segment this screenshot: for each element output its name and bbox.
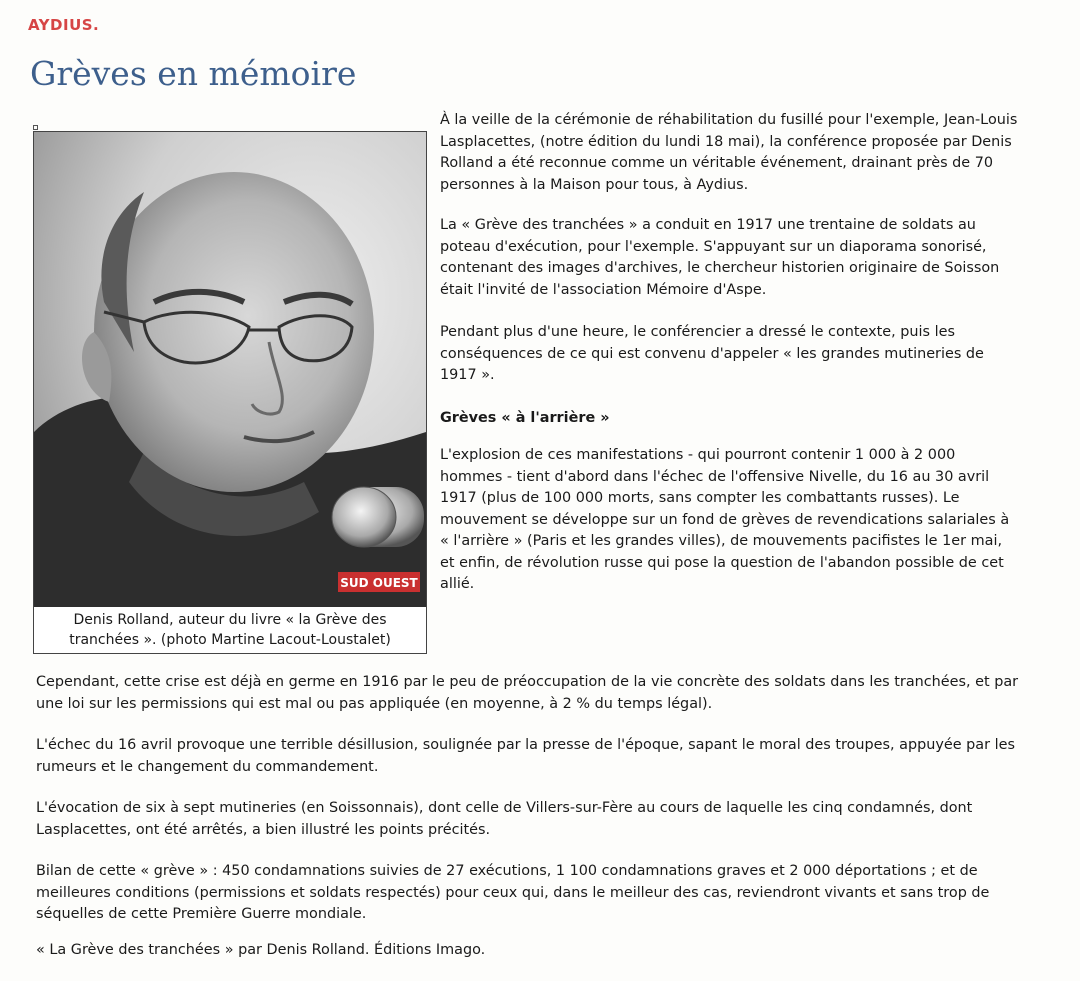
head	[94, 172, 374, 492]
paragraph-bilan: Bilan de cette « grève » : 450 condamnations suivies de 27 exécutions, 1 100 condamnations graves et 2 000 déportations ; et de meilleures conditions (permissions et soldats respectés) pour ceux qui, dans le meilleur des cas, reviendront vivants et sans trop de séquelles de cette Première Guerre mondiale.	[36, 863, 990, 922]
microphone	[332, 487, 424, 547]
photo-caption: Denis Rolland, auteur du livre « la Grève des tranchées ». (photo Martine Lacout-Loustalet)	[69, 612, 391, 648]
watermark: SUD OUEST	[340, 576, 418, 590]
paragraph-intro: À la veille de la cérémonie de réhabilitation du fusillé pour l'exemple, Jean-Louis Lasplacettes, (notre édition du lundi 18 mai), la conférence proposée par Denis Rolland a été reconnue comme un véritable événement, drainant près de 70 personnes à la Maison pour tous, à Aydius.	[440, 112, 1018, 193]
subhead: Grèves « à l'arrière »	[440, 409, 610, 426]
section-kicker: AYDIUS.	[28, 16, 100, 34]
book-credit: « La Grève des tranchées » par Denis Rolland. Éditions Imago.	[36, 941, 486, 958]
article-headline: Grèves en mémoire	[30, 54, 357, 93]
paragraph-echec: L'échec du 16 avril provoque une terrible désillusion, soulignée par la presse de l'époque, sapant le moral des troupes, appuyée par les rumeurs et le changement du commandement.	[36, 737, 1015, 775]
paragraph-conference: Pendant plus d'une heure, le conférencier a dressé le contexte, puis les conséquences de ce qui est convenu d'appeler « les grandes mutineries de 1917 ».	[440, 324, 984, 383]
paragraph-explosion: L'explosion de ces manifestations - qui pourront contenir 1 000 à 2 000 hommes - tient d'abord dans l'échec de l'offensive Nivelle, du 16 au 30 avril 1917 (plus de 100 000 morts, sans compter les combattants russes). Le mouvement se développe sur un fond de grèves de revendications salariales à « l'arrière » (Paris et les grandes villes), de mouvements pacifistes le 1er mai, et enfin, de révolution russe qui pose la question de l'abandon possible de cet allié.	[440, 447, 1010, 592]
paragraph-crise: Cependant, cette crise est déjà en germe en 1916 par le peu de préoccupation de la vie concrète des soldats dans les tranchées, et par une loi sur les permissions qui est mal ou pas appliquée (en moyenne, à 2 % du temps légal).	[36, 674, 1019, 712]
article-column	[440, 110, 1020, 617]
portrait-photo	[34, 132, 426, 607]
article-photo-figure	[33, 131, 427, 654]
print-mark	[33, 125, 38, 130]
paragraph-greve-tranchees: La « Grève des tranchées » a conduit en 1917 une trentaine de soldats au poteau d'exécution, pour l'exemple. S'appuyant sur un diaporama sonorisé, contenant des images d'archives, le chercheur historien originaire de Soisson était l'invité de l'association Mémoire d'Aspe.	[440, 217, 1000, 298]
article-body-full-width	[36, 672, 1046, 981]
paragraph-mutineries: L'évocation de six à sept mutineries (en Soissonnais), dont celle de Villers-sur-Fère au cours de laquelle les cinq condamnés, dont Lasplacettes, ont été arrêtés, a bien illustré les points précités.	[36, 800, 973, 838]
